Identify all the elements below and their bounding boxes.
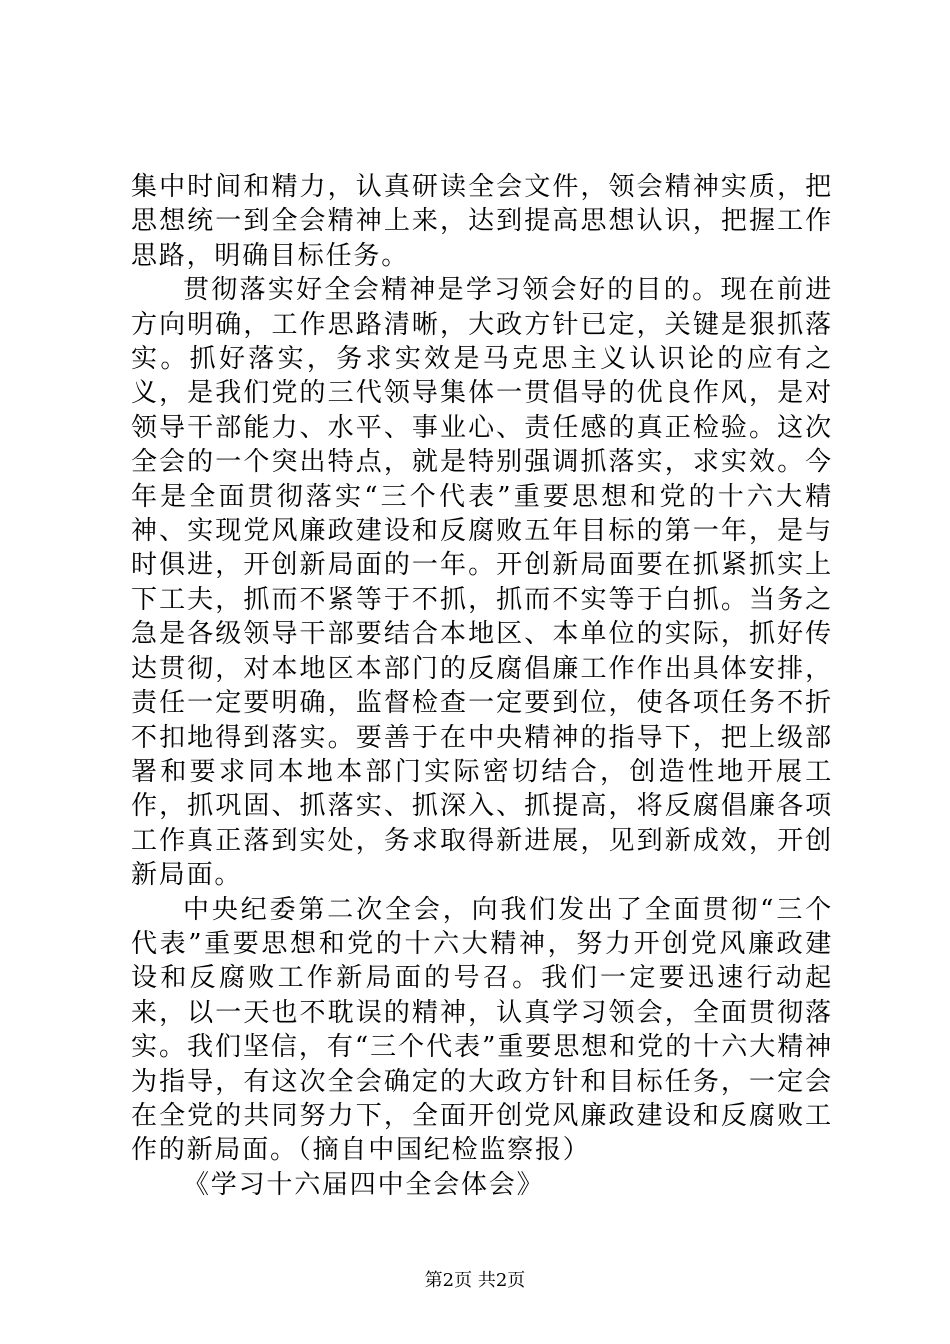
document-body [131, 170, 833, 1202]
page-number-footer: 第2页 共2页 [424, 1270, 526, 1291]
paragraph-continuation: 集中时间和精力，认真研读全会文件，领会精神实质，把思想统一到全会精神上来，达到提高思想认识，把握工作思路，明确目标任务。 [131, 172, 833, 271]
paragraph-implementation: 贯彻落实好全会精神是学习领会好的目的。现在前进方向明确，工作思路清晰，大政方针已定，关键是狠抓落实。抓好落实，务求实效是马克思主义认识论的应有之义，是我们党的三代领导集体一贯倡导的优良作风，是对领导干部能力、水平、事业心、责任感的真正检验。这次全会的一个突出特点，就是特别强调抓落实，求实效。今年是全面贯彻落实“三个代表”重要思想和党的十六大精神、实现党风廉政建设和反腐败五年目标的第一年，是与时俱进，开创新局面的一年。开创新局面要在抓紧抓实上下工夫，抓而不紧等于不抓，抓而不实等于白抓。当务之急是各级领导干部要结合本地区、本单位的实际，抓好传达贯彻，对本地区本部门的反腐倡廉工作作出具体安排，责任一定要明确，监督检查一定要到位，使各项任务不折不扣地得到落实。要善于在中央精神的指导下，把上级部署和要求同本地本部门实际密切结合，创造性地开展工作，抓巩固、抓落实、抓深入、抓提高，将反腐倡廉各项工作真正落到实处，务求取得新进展，见到新成效，开创新局面。 [131, 275, 833, 891]
next-article-title: 《学习十六届四中全会体会》 [183, 1169, 545, 1200]
paragraph-conclusion: 中央纪委第二次全会，向我们发出了全面贯彻“三个代表”重要思想和党的十六大精神，努力开创党风廉政建设和反腐败工作新局面的号召。我们一定要迅速行动起来，以一天也不耽误的精神，认真学习领会，全面贯彻落实。我们坚信，有“三个代表”重要思想和党的十六大精神为指导，有这次全会确定的大政方针和目标任务，一定会在全党的共同努力下，全面开创党风廉政建设和反腐败工作的新局面。（摘自中国纪检监察报） [131, 894, 833, 1166]
